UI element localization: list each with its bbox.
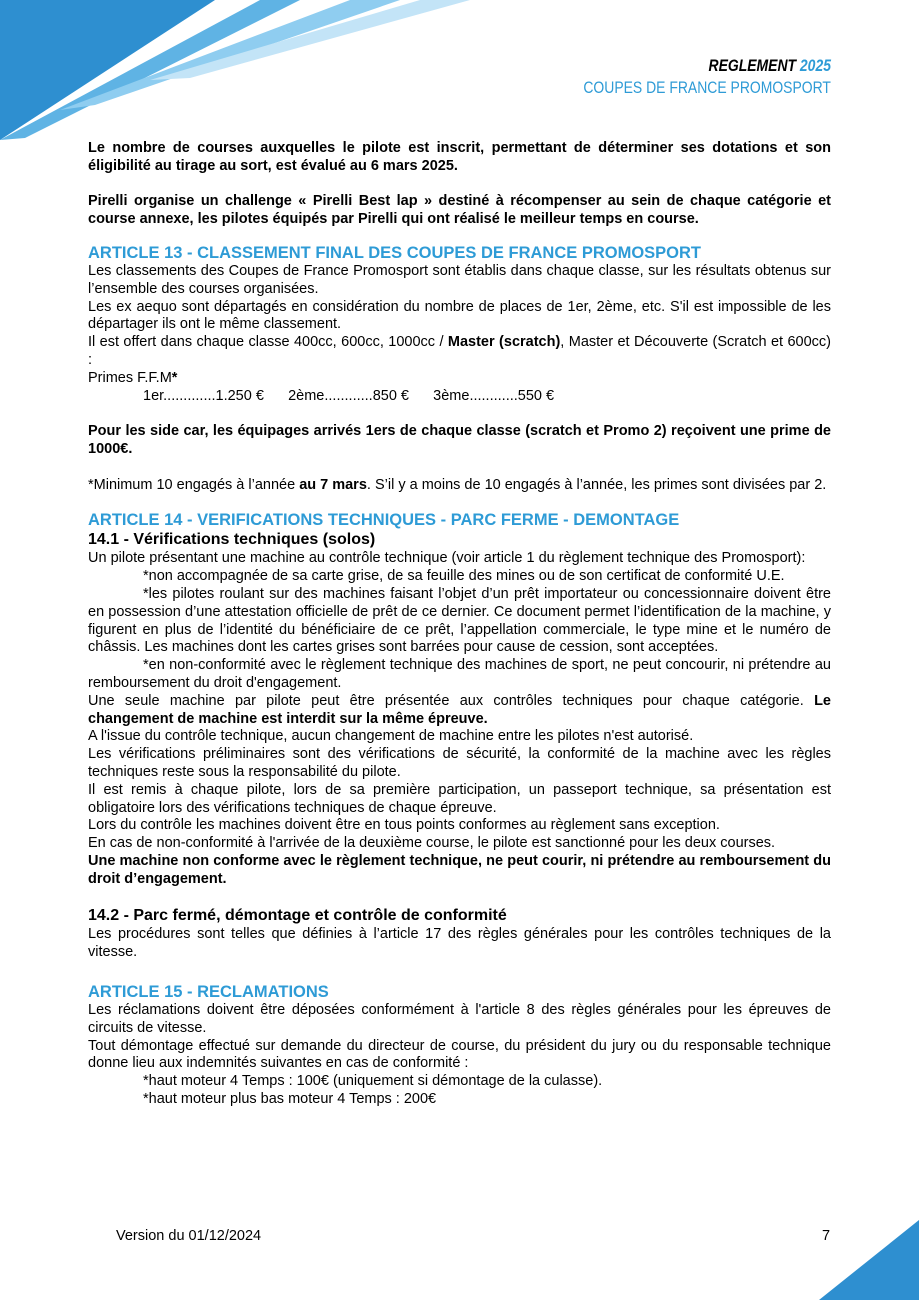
prime-3eme: 3ème............550 € [433,387,555,404]
header-subtitle: COUPES DE FRANCE PROMOSPORT [583,78,831,97]
paragraph-nombre-courses: Le nombre de courses auxquelles le pilote est inscrit, permettant de déterminer ses dotations et son éligibilité au tirage au sort, est évalué au 6 mars 2025. [88,140,831,174]
document-header [529,56,831,98]
art15-paragraph-4: *haut moteur plus bas moteur 4 Temps : 200€ [143,1091,437,1108]
art14-paragraph-4: *en non-conformité avec le règlement technique des machines de sport, ne peut concourir, ni prétendre au remboursement du droit d'engagement. [88,657,831,691]
art14-paragraph-5: Une seule machine par pilote peut être présentée aux contrôles techniques pour chaque catégorie. Le changement de machine est interdit sur la même épreuve. [88,692,831,727]
art14-paragraph-7: Les vérifications préliminaires sont des vérifications de sécurité, la conformité de la machine avec les règles techniques reste sous la responsabilité du pilote. [88,746,831,780]
art14-paragraph-12: Les procédures sont telles que définies à l’article 17 des règles générales pour les contrôles techniques de la vitesse. [88,926,831,961]
art13-paragraph-3: Il est offert dans chaque classe 400cc, 600cc, 1000cc / Master (scratch), Master et Découverte (Scratch et 600cc) : [88,334,831,368]
art14-paragraph-10: En cas de non-conformité à l'arrivée de la deuxième course, le pilote est sanctionné pour les deux courses. [88,835,776,852]
art13-paragraph-1: Les classements des Coupes de France Promosport sont établis dans chaque classe, sur les résultats obtenus sur l’ensemble des courses organisées. [88,262,831,297]
art14-paragraph-8: Il est remis à chaque pilote, lors de sa première participation, un passeport technique, sa présentation est obligatoire lors des vérifications techniques de chaque épreuve. [88,781,831,816]
header-title [583,56,831,76]
primes-label: Primes F.F.M* [88,369,178,386]
section-14-2-title: 14.2 - Parc fermé, démontage et contrôle de conformité [88,907,507,925]
header-title-word: REGLEMENT [708,56,797,75]
header-title-year: 2025 [799,56,831,75]
art15-paragraph-2: Tout démontage effectué sur demande du directeur de course, du président du jury ou du responsable technique donne lieu aux indemnités suivantes en cas de conformité : [88,1037,831,1072]
page-content [88,140,831,1109]
paragraph-pirelli: Pirelli organise un challenge « Pirelli Best lap » destiné à récompenser au sein de chaque catégorie et course annexe, les pilotes équipés par Pirelli qui ont réalisé le meilleur temps en course. [88,193,831,228]
footer-version: Version du 01/12/2024 [116,1228,262,1244]
paragraph-minimum-engages: *Minimum 10 engagés à l’année au 7 mars. S’il y a moins de 10 engagés à l’année, les primes sont divisées par 2. [88,476,827,493]
art14-paragraph-9: Lors du contrôle les machines doivent être en tous points conformes au règlement sans exception. [88,817,720,834]
section-14-1-title: 14.1 - Vérifications techniques (solos) [88,531,376,549]
art14-paragraph-1: Un pilote présentant une machine au contrôle technique (voir article 1 du règlement technique des Promosport): [88,550,806,567]
prime-2eme: 2ème............850 € [288,387,409,404]
art15-paragraph-3: *haut moteur 4 Temps : 100€ (uniquement si démontage de la culasse). [143,1073,603,1090]
article-14-title: ARTICLE 14 - VERIFICATIONS TECHNIQUES - PARC FERME - DEMONTAGE [88,511,680,530]
corner-triangle-decoration [819,1220,919,1300]
article-15-title: ARTICLE 15 - RECLAMATIONS [88,983,329,1002]
art14-paragraph-2: *non accompagnée de sa carte grise, de sa feuille des mines ou de son certificat de conformité U.E. [143,568,785,585]
article-13-title: ARTICLE 13 - CLASSEMENT FINAL DES COUPES DE FRANCE PROMOSPORT [88,243,701,262]
art15-paragraph-1: Les réclamations doivent être déposées conformément à l'article 8 des règles générales pour les épreuves de circuits de vitesse. [88,1002,831,1036]
art14-paragraph-11: Une machine non conforme avec le règlement technique, ne peut courir, ni prétendre au remboursement du droit d’engagement. [88,852,831,887]
footer-page-number: 7 [822,1228,831,1244]
paragraph-sidecar: Pour les side car, les équipages arrivés 1ers de chaque classe (scratch et Promo 2) reçoivent une prime de 1000€. [88,423,831,457]
art14-paragraph-6: A l'issue du contrôle technique, aucun changement de machine entre les pilotes n'est autorisé. [88,728,694,745]
prime-1er: 1er.............1.250 € [143,387,264,404]
corner-stripes-decoration [0,0,470,145]
art14-paragraph-3: *les pilotes roulant sur des machines faisant l’objet d’un prêt importateur ou concessionnaire doivent être en possession d’une attestation officielle de prêt de ce dernier. Ce document permet l’identification de la machine, y figurent en plus de l’identité du bénéficiaire de ce prêt, l’appellation commerciale, le type mine et le numéro de châssis. Les machines dont les cartes grises sont barrées pour cause de cession, sont acceptées. [88,585,831,656]
art13-paragraph-2: Les ex aequo sont départagés en considération du nombre de places de 1er, 2ème, etc. S'il est impossible de les départager ils ont le même classement. [88,298,831,333]
primes-list [88,388,831,406]
